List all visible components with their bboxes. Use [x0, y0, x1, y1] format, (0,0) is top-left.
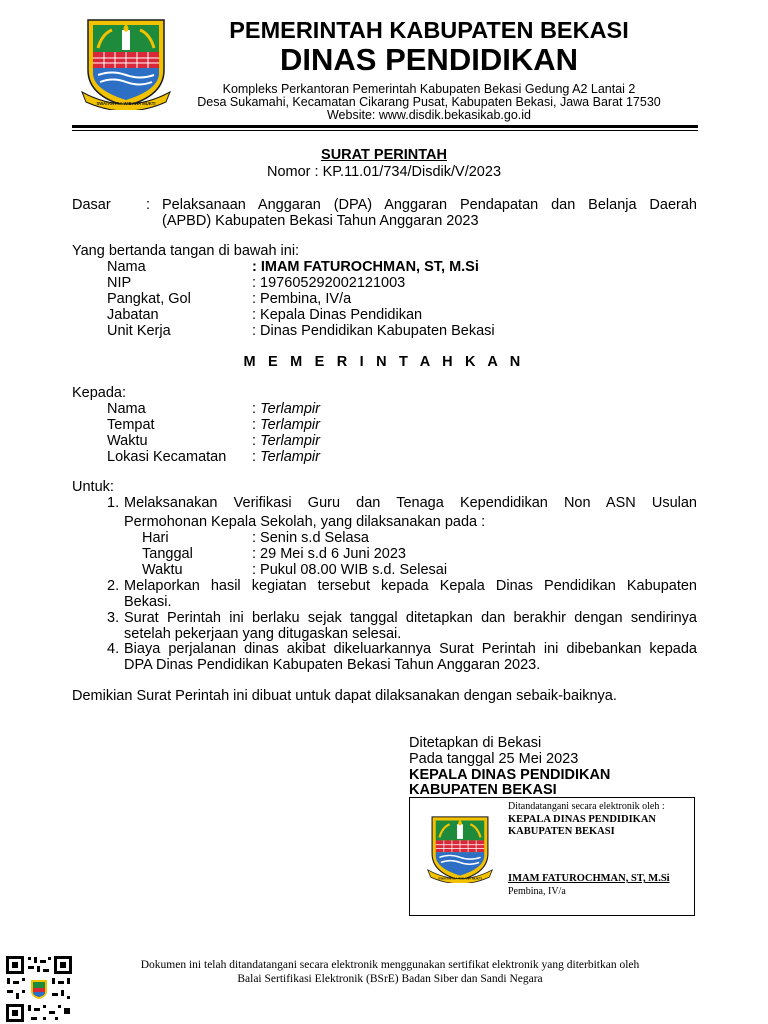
esign-position-2: KABUPATEN BEKASI: [508, 826, 615, 837]
schedule-label-hari: Hari: [142, 530, 169, 546]
dasar-text-line-2: (APBD) Kabupaten Bekasi Tahun Anggaran 2023: [162, 213, 479, 229]
item-number-4: 4.: [107, 641, 120, 657]
closing-statement: Demikian Surat Perintah ini dibuat untuk dapat dilaksanakan dengan sebaik-baiknya.: [72, 688, 617, 704]
signer-label-nip: NIP: [107, 275, 132, 291]
signer-label-pangkat: Pangkat, Gol: [107, 291, 191, 307]
website-line: Website: www.disdik.bekasikab.go.id: [326, 108, 532, 122]
signer-value-nip: : 197605292002121003: [252, 275, 406, 291]
signer-value-nama: : IMAM FATUROCHMAN, ST, M.Si: [252, 259, 479, 275]
bekasi-regency-emblem: [78, 12, 174, 110]
item-2-line-2: Bekasi.: [124, 594, 172, 610]
department-name: DINAS PENDIDIKAN: [280, 42, 578, 77]
schedule-value-waktu: : Pukul 08.00 WIB s.d. Selesai: [252, 562, 448, 578]
kepada-colon-waktu: : Terlampir: [252, 433, 320, 449]
item-2-line-1: Melaporkan hasil kegiatan tersebut kepada Kepala Dinas Pendidikan Kabupaten: [124, 578, 697, 594]
untuk-label: Untuk:: [72, 479, 114, 495]
footer-line-1: Dokumen ini telah ditandatangani secara elektronik menggunakan sertifikat elektronik yang diterbitkan oleh: [140, 959, 640, 971]
item-3-line-2: setelah pekerjaan yang ditugaskan selesai.: [124, 626, 402, 642]
government-name: PEMERINTAH KABUPATEN BEKASI: [229, 17, 629, 43]
signer-value-pangkat: : Pembina, IV/a: [252, 291, 352, 307]
header-divider-thick: [72, 125, 698, 128]
electronic-signature-box: [409, 797, 695, 916]
item-3-line-1: Surat Perintah ini berlaku sejak tanggal ditetapkan dan berakhir dengan sendirinya: [124, 610, 697, 626]
signer-intro: Yang bertanda tangan di bawah ini:: [72, 243, 300, 259]
signer-label-jabatan: Jabatan: [107, 307, 159, 323]
qr-code-icon[interactable]: [4, 954, 74, 1024]
svg-text:SWATANTRA WIBAWA MUKTI: SWATANTRA WIBAWA MUKTI: [438, 876, 482, 881]
item-4-line-2: DPA Dinas Pendidikan Kabupaten Bekasi Tahun Anggaran 2023.: [124, 657, 541, 673]
esign-position-1: KEPALA DINAS PENDIDIKAN: [508, 814, 656, 825]
sign-position-1: KEPALA DINAS PENDIDIKAN: [409, 767, 611, 783]
document-title: SURAT PERINTAH: [321, 147, 447, 163]
bekasi-emblem-small: [424, 811, 496, 883]
sign-position-2: KABUPATEN BEKASI: [409, 782, 557, 798]
schedule-value-hari: : Senin s.d Selasa: [252, 530, 369, 546]
kepada-colon-nama: : Terlampir: [252, 401, 320, 417]
item-number-2: 2.: [107, 578, 120, 594]
signer-value-unit: : Dinas Pendidikan Kabupaten Bekasi: [252, 323, 495, 339]
kepada-label: Kepada:: [72, 385, 127, 401]
command-heading: M E M E R I N T A H K A N: [243, 354, 525, 370]
dasar-label: Dasar: [72, 197, 111, 213]
item-1-line-1: Melaksanakan Verifikasi Guru dan Tenaga Kependidikan Non ASN Usulan: [124, 495, 697, 511]
address-line-2: Desa Sukamahi, Kecamatan Cikarang Pusat, Kabupaten Bekasi, Jawa Barat 17530: [197, 95, 661, 109]
schedule-value-tanggal: : 29 Mei s.d 6 Juni 2023: [252, 546, 406, 562]
sign-place: Ditetapkan di Bekasi: [409, 735, 542, 751]
item-number-1: 1.: [107, 495, 120, 511]
kepada-colon-lokasi: : Terlampir: [252, 449, 320, 465]
esign-note: Ditandatangani secara elektronik oleh :: [508, 801, 665, 812]
signer-value-jabatan: : Kepala Dinas Pendidikan: [252, 307, 423, 323]
header-divider-thin: [72, 130, 698, 131]
signer-label-nama: Nama: [107, 259, 146, 275]
item-number-3: 3.: [107, 610, 120, 626]
kepada-label-nama: Nama: [107, 401, 146, 417]
esign-rank: Pembina, IV/a: [508, 886, 566, 897]
address-line-1: Kompleks Perkantoran Pemerintah Kabupaten Bekasi Gedung A2 Lantai 2: [222, 82, 636, 96]
item-4-line-1: Biaya perjalanan dinas akibat dikeluarkannya Surat Perintah ini dibebankan kepada: [124, 641, 697, 657]
svg-text:SWATANTRA WIBAWA MUKTI: SWATANTRA WIBAWA MUKTI: [96, 101, 156, 106]
sign-date: Pada tanggal 25 Mei 2023: [409, 751, 579, 767]
document-number: Nomor : KP.11.01/734/Disdik/V/2023: [266, 164, 502, 180]
item-1-line-2: Permohonan Kepala Sekolah, yang dilaksanakan pada :: [124, 514, 486, 530]
signer-label-unit: Unit Kerja: [107, 323, 171, 339]
dasar-text-line-1: Pelaksanaan Anggaran (DPA) Anggaran Pendapatan dan Belanja Daerah: [162, 197, 697, 213]
kepada-colon-tempat: : Terlampir: [252, 417, 320, 433]
esign-name: IMAM FATUROCHMAN, ST, M.Si: [508, 873, 670, 884]
kepada-label-lokasi: Lokasi Kecamatan: [107, 449, 227, 465]
footer-line-2: Balai Sertifikasi Elektronik (BSrE) Badan Siber dan Sandi Negara: [237, 973, 543, 985]
kepada-label-waktu: Waktu: [107, 433, 148, 449]
schedule-label-tanggal: Tanggal: [142, 546, 193, 562]
kepada-label-tempat: Tempat: [107, 417, 155, 433]
schedule-label-waktu: Waktu: [142, 562, 183, 578]
dasar-colon: :: [146, 197, 151, 213]
